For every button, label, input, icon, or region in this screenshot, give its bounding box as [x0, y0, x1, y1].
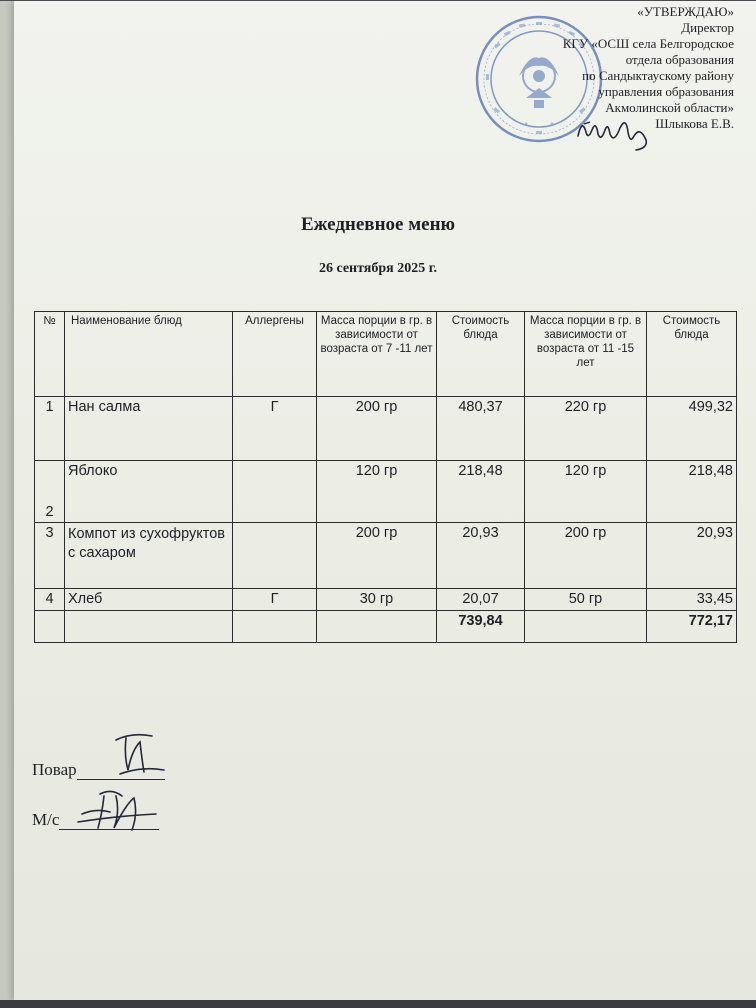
page-edge-shadow: [0, 0, 14, 1008]
row-number: 1: [35, 397, 65, 461]
header-allergens: Аллергены: [233, 312, 317, 397]
dish-name: Хлеб: [65, 589, 233, 611]
row-number: 3: [35, 523, 65, 589]
dish-allergen: [233, 523, 317, 589]
dish-mass-7-11: 200 гр: [317, 523, 437, 589]
approval-organization-line-4: управления образования: [598, 84, 734, 99]
dish-cost-7-11: 20,07: [437, 589, 525, 611]
dish-mass-11-15: 120 гр: [525, 461, 647, 523]
totals-empty-cell: [525, 611, 647, 643]
approval-heading: «УТВЕРЖДАЮ»: [637, 4, 734, 19]
approval-organization-line-3: по Сандыктаускому району: [582, 68, 734, 83]
dish-cost-11-15: 20,93: [647, 523, 737, 589]
dish-mass-11-15: 200 гр: [525, 523, 647, 589]
approval-position: Директор: [681, 20, 734, 35]
dish-cost-7-11: 20,93: [437, 523, 525, 589]
director-signature: [574, 110, 652, 154]
total-cost-11-15: 772,17: [647, 611, 737, 643]
row-number: 4: [35, 589, 65, 611]
approval-organization-line-5: Акмолинской области»: [605, 100, 734, 115]
totals-empty-cell: [317, 611, 437, 643]
table-row: [35, 397, 737, 461]
total-cost-7-11: 739,84: [437, 611, 525, 643]
header-dish-name: Наименование блюд: [65, 312, 233, 397]
totals-row: [35, 611, 737, 643]
approval-organization-line-2: отдела образования: [625, 52, 734, 67]
table-row: [35, 589, 737, 611]
totals-empty-cell: [35, 611, 65, 643]
dish-mass-7-11: 120 гр: [317, 461, 437, 523]
dish-mass-7-11: 200 гр: [317, 397, 437, 461]
dish-name: Яблоко: [65, 461, 233, 523]
header-mass-7-11: Масса порции в гр. в зависимости от возраста от 7 -11 лет: [317, 312, 437, 397]
dish-cost-7-11: 480,37: [437, 397, 525, 461]
header-cost-7-11: Стоимость блюда: [437, 312, 525, 397]
row-number: 2: [35, 461, 65, 523]
header-number: №: [35, 312, 65, 397]
menu-table: [34, 311, 737, 643]
totals-empty-cell: [65, 611, 233, 643]
approval-organization-line-1: КГУ «ОСШ села Белгородское: [562, 36, 734, 51]
header-cost-11-15: Стоимость блюда: [647, 312, 737, 397]
document-date: 26 сентября 2025 г.: [318, 261, 438, 276]
dish-cost-7-11: 218,48: [437, 461, 525, 523]
dish-cost-11-15: 218,48: [647, 461, 737, 523]
dish-mass-7-11: 30 гр: [317, 589, 437, 611]
header-mass-11-15: Масса порции в гр. в зависимости от возраста от 11 -15 лет: [525, 312, 647, 397]
table-header-row: [35, 312, 737, 397]
bottom-edge: [0, 1000, 756, 1008]
cook-label: Повар: [32, 760, 77, 779]
totals-empty-cell: [233, 611, 317, 643]
dish-mass-11-15: 220 гр: [525, 397, 647, 461]
dish-cost-11-15: 33,45: [647, 589, 737, 611]
dish-name: Нан салма: [65, 397, 233, 461]
nurse-label: М/с: [32, 810, 60, 829]
dish-name: Компот из сухофруктов с сахаром: [65, 523, 233, 589]
dish-mass-11-15: 50 гр: [525, 589, 647, 611]
top-edge: [0, 0, 756, 1]
nurse-signature: [76, 784, 160, 838]
approval-director-name: Шлыкова Е.В.: [655, 116, 734, 131]
cook-signature: [112, 730, 172, 780]
dish-allergen: [233, 461, 317, 523]
dish-cost-11-15: 499,32: [647, 397, 737, 461]
dish-allergen: Г: [233, 589, 317, 611]
dish-allergen: Г: [233, 397, 317, 461]
table-row: [35, 461, 737, 523]
table-row: [35, 523, 737, 589]
document-title: Ежедневное меню: [300, 214, 456, 235]
